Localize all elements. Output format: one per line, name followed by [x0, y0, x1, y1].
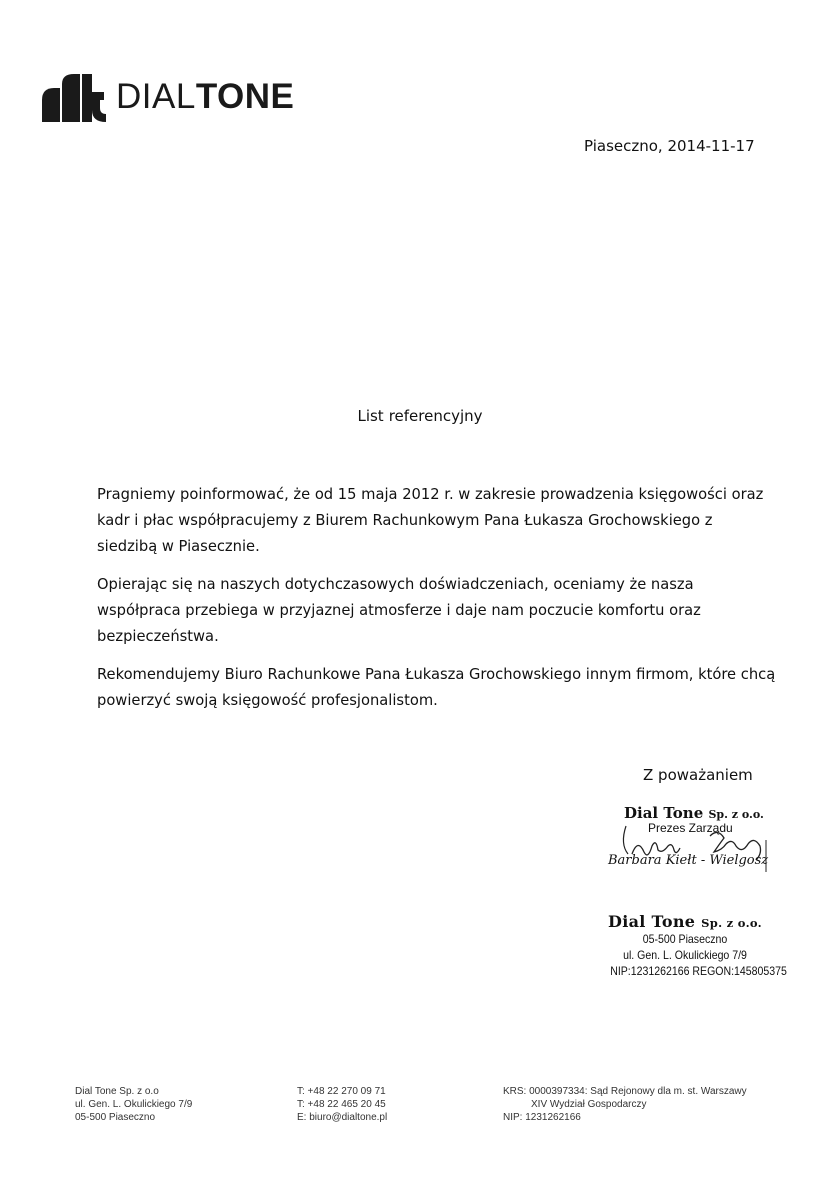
paragraph: Opierając się na naszych dotychczasowych doświadczeniach, oceniamy że nasza współpraca przebiega w przyjaznej atmosferze i daje nam poczucie komfortu oraz bezpieczeństwa.	[97, 576, 701, 645]
footer-phone: T: +48 22 270 09 71	[297, 1086, 386, 1097]
stamp-company-name: Dial Tone Sp. z o.o.	[624, 804, 764, 822]
stamp-address-line: ul. Gen. L. Okulickiego 7/9	[623, 948, 747, 962]
stamp-tax-ids: NIP:1231262166 REGON:145805375	[610, 964, 787, 978]
logo-wordmark: DIALTONE	[116, 76, 295, 116]
letter-date: Piaseczno, 2014-11-17	[584, 137, 755, 155]
stamp-address-line: 05-500 Piaseczno	[642, 932, 728, 946]
signature-stamp	[608, 804, 768, 894]
footer-address: Dial Tone Sp. z o.o ul. Gen. L. Okulickiego 7/9 05-500 Piaseczno	[75, 1086, 193, 1123]
letter-title: List referencyjny	[357, 407, 483, 425]
footer-registry: KRS: 0000397334: Sąd Rejonowy dla m. st. Warszawy XIV Wydział Gospodarczy NIP: 1231262166	[503, 1086, 747, 1123]
stamp-role: Prezes Zarządu	[648, 821, 733, 835]
company-stamp	[600, 912, 787, 979]
paragraph: Pragniemy poinformować, że od 15 maja 2012 r. w zakresie prowadzenia księgowości oraz kadr i płac współpracujemy z Biurem Rachunkowym Pana Łukasza Grochowskiego z siedzibą w Piasecznie.	[97, 486, 764, 555]
footer-phone: T: +48 22 465 20 45	[297, 1099, 386, 1110]
footer-contact	[297, 1085, 387, 1124]
closing-phrase: Z poważaniem	[643, 766, 753, 784]
stamp-person-name: Barbara Kiełt - Wielgosz	[608, 853, 769, 868]
dialtone-logo-icon	[40, 70, 110, 122]
stamp-company-name: Dial Tone Sp. z o.o.	[608, 912, 762, 931]
company-logo	[40, 70, 294, 122]
footer-email: E: biuro@dialtone.pl	[297, 1112, 388, 1123]
letter-body	[97, 482, 777, 726]
paragraph: Rekomendujemy Biuro Rachunkowe Pana Łukasza Grochowskiego innym firmom, które chcą powierzyć swoją księgowość profesjonalistom.	[97, 666, 776, 709]
